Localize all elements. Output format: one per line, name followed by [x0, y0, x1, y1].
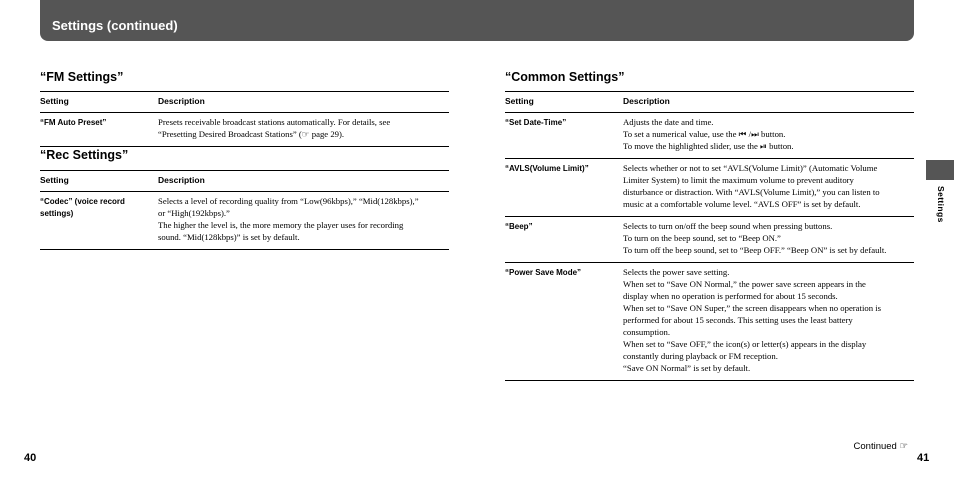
- table-row: [505, 217, 914, 263]
- fm-settings-table: [40, 91, 449, 147]
- setting-name: “Beep”: [505, 217, 623, 263]
- table-row: [40, 113, 449, 147]
- side-tab-label: Settings: [936, 186, 946, 223]
- setting-name: “FM Auto Preset”: [40, 113, 158, 147]
- table-row: [40, 192, 449, 250]
- setting-name: “Set Date-Time”: [505, 113, 623, 159]
- setting-description: Selects whether or not to set “AVLS(Volume Limit)” (Automatic Volume Limiter System) to limit the maximum volume to prevent auditory disturbance or distraction. With “AVLS(Volume Limit),” you can listen to music at a comfortable volume level. “AVLS OFF” is set by default.: [623, 159, 914, 217]
- fm-settings-heading: “FM Settings”: [40, 70, 124, 84]
- table-row: [505, 263, 914, 381]
- setting-name: “Power Save Mode”: [505, 263, 623, 381]
- column-header-description: Description: [158, 92, 449, 113]
- common-settings-heading: “Common Settings”: [505, 70, 625, 84]
- page-number-left: 40: [24, 452, 37, 464]
- column-header-setting: Setting: [40, 171, 158, 192]
- column-header-description: Description: [158, 171, 449, 192]
- common-settings-table: [505, 91, 914, 381]
- table-row: [505, 113, 914, 159]
- header-bar: [40, 0, 914, 41]
- setting-description: Adjusts the date and time. To set a numerical value, use the ⏮ /⏭ button. To move the highlighted slider, use the ⏯ button.: [623, 113, 914, 159]
- setting-description: Selects the power save setting. When set to “Save ON Normal,” the power save screen appears in the display when no operation is performed for about 15 seconds. When set to “Save ON Super,” the screen disappears when no operation is performed for about 15 seconds. This setting uses the least battery consumption. When set to “Save OFF,” the icon(s) or letter(s) appears in the display constantly during playback or FM reception. “Save ON Normal” is set by default.: [623, 263, 914, 381]
- column-header-setting: Setting: [505, 92, 623, 113]
- continued-label: Continued ☞: [853, 441, 908, 452]
- setting-name: “AVLS(Volume Limit)”: [505, 159, 623, 217]
- table-row: [505, 159, 914, 217]
- rec-settings-heading: “Rec Settings”: [40, 148, 129, 162]
- rec-settings-table: [40, 170, 449, 250]
- setting-name: “Codec” (voice record settings): [40, 192, 158, 250]
- page-header-title: Settings (continued): [52, 18, 178, 33]
- setting-description: Selects to turn on/off the beep sound when pressing buttons. To turn on the beep sound, set to “Beep ON.” To turn off the beep sound, set to “Beep OFF.” “Beep ON” is set by default.: [623, 217, 914, 263]
- page-number-right: 41: [917, 452, 930, 464]
- column-header-setting: Setting: [40, 92, 158, 113]
- setting-description: Selects a level of recording quality from “Low(96kbps),” “Mid(128kbps),” or “High(192kbps).” The higher the level is, the more memory the player uses for recording sound. “Mid(128kbps)” is set by default.: [158, 192, 449, 250]
- column-header-description: Description: [623, 92, 914, 113]
- side-index-tab: [926, 160, 954, 180]
- setting-description: Presets receivable broadcast stations automatically. For details, see “Presetting Desired Broadcast Stations” (☞ page 29).: [158, 113, 449, 147]
